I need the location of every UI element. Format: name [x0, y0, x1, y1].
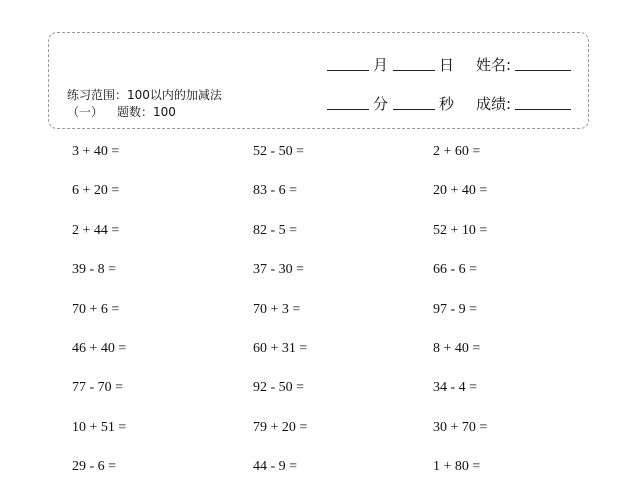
arithmetic-problem: 52 - 50 = — [253, 144, 305, 159]
arithmetic-problem: 46 + 40 = — [72, 341, 127, 356]
day-label: 日 — [439, 56, 455, 74]
arithmetic-problem: 97 - 9 = — [433, 302, 478, 317]
second-blank[interactable] — [393, 109, 435, 110]
worksheet-header-box — [48, 32, 589, 129]
question-count-label: 题数：100 — [117, 105, 176, 119]
arithmetic-problem: 8 + 40 = — [433, 341, 481, 356]
section-label: （一） — [67, 105, 104, 119]
arithmetic-problem: 52 + 10 = — [433, 223, 488, 238]
arithmetic-problem: 2 + 60 = — [433, 144, 481, 159]
name-label: 姓名: — [476, 56, 512, 74]
arithmetic-problem: 10 + 51 = — [72, 420, 127, 435]
second-label: 秒 — [439, 95, 455, 113]
arithmetic-problem: 82 - 5 = — [253, 223, 298, 238]
month-label: 月 — [373, 56, 389, 74]
arithmetic-problem: 34 - 4 = — [433, 380, 478, 395]
score-blank[interactable] — [515, 109, 571, 110]
arithmetic-problem: 60 + 31 = — [253, 341, 308, 356]
arithmetic-problem: 83 - 6 = — [253, 183, 298, 198]
arithmetic-problem: 20 + 40 = — [433, 183, 488, 198]
score-label: 成绩: — [476, 95, 512, 113]
arithmetic-problem: 70 + 6 = — [72, 302, 120, 317]
arithmetic-problem: 39 - 8 = — [72, 262, 117, 277]
arithmetic-problem: 70 + 3 = — [253, 302, 301, 317]
arithmetic-problem: 30 + 70 = — [433, 420, 488, 435]
arithmetic-problem: 29 - 6 = — [72, 459, 117, 474]
arithmetic-problem: 77 - 70 = — [72, 380, 124, 395]
section-count-line — [67, 105, 176, 119]
name-blank[interactable] — [515, 70, 571, 71]
arithmetic-problem: 1 + 80 = — [433, 459, 481, 474]
practice-range-label: 练习范围：100以内的加减法 — [67, 88, 222, 102]
arithmetic-problem: 79 + 20 = — [253, 420, 308, 435]
minute-blank[interactable] — [327, 109, 369, 110]
day-blank[interactable] — [393, 70, 435, 71]
arithmetic-problem: 2 + 44 = — [72, 223, 120, 238]
arithmetic-problem: 6 + 20 = — [72, 183, 120, 198]
arithmetic-problem: 44 - 9 = — [253, 459, 298, 474]
arithmetic-problem: 66 - 6 = — [433, 262, 478, 277]
minute-label: 分 — [373, 95, 389, 113]
arithmetic-problem: 37 - 30 = — [253, 262, 305, 277]
month-blank[interactable] — [327, 70, 369, 71]
arithmetic-problem: 3 + 40 = — [72, 144, 120, 159]
arithmetic-problem: 92 - 50 = — [253, 380, 305, 395]
